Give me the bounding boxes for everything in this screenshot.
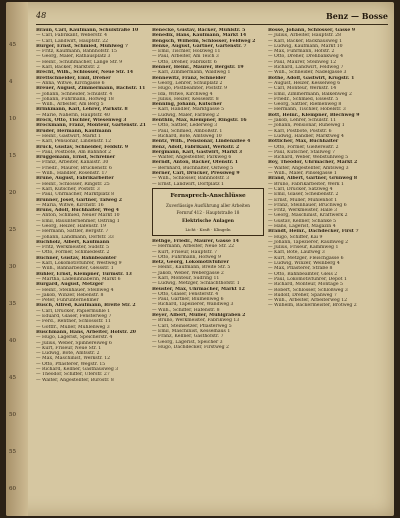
directory-entry: — Karl, Zimmermann, Waldweg 1 <box>152 70 231 76</box>
directory-entry: — Carl, Landwirt, Hauptstr. 22 <box>36 38 109 44</box>
directory-entry: Bothe, Adolf, Gastwirt, Krugstr. 1 <box>268 75 355 81</box>
directory-entry: Brunner, Josef, Gärtner, Talweg 2 <box>36 197 122 203</box>
gutter-number: 20 <box>9 190 16 196</box>
directory-entry: Bruns, Adolf, Buchhalter, Weg 4 <box>36 208 119 214</box>
directory-entry: — Paul, Lokomotivführer, Depot 1 <box>268 276 347 282</box>
directory-entry: Bethge, Friedr., Maurer, Gasse 14 <box>152 238 239 244</box>
directory-entry: — Robert, Schlosser, Schloßweg 3 <box>268 287 348 293</box>
directory-entry: — Theodor, Schiffer, Uferstr. 27 <box>36 372 110 378</box>
directory-entry: — Kurt, Metzger, Fleischgasse 6 <box>268 255 344 261</box>
directory-entry: Benedix, Hans, Kaufmann, Markt 14 <box>152 33 247 39</box>
directory-entry: Benke, August, Gärtner, Gartenstr. 7 <box>152 43 247 49</box>
directory-entry: — Karl, Bote, Laufweg 3 <box>268 250 325 256</box>
directory-entry: Bosse, Johann, Schlosser, Gasse 9 <box>268 28 356 33</box>
directory-entry: — Heinr., Schuhmacher, Lange Str. 9 <box>36 59 123 65</box>
directory-entry: Brune, August, Fabrikarbeiter <box>36 176 114 182</box>
gutter-number: 30 <box>9 264 16 270</box>
directory-page <box>6 2 394 516</box>
directory-entry: — Ferd., Rentner, Schlossstr. 11 <box>36 319 111 325</box>
directory-entry: Bentz, Wilh., Pensionär, Lindenallee 4 <box>152 139 251 145</box>
directory-entry: Beuster, Max, Uhrmacher, Markt 12 <box>152 286 245 292</box>
directory-entry: — Julius, Weber, Spinnereiweg 6 <box>36 340 112 346</box>
directory-entry: Buschmann, Hans, Arbeiter, Hofstr. 20 <box>36 329 136 335</box>
directory-entry: — Richard, Bote, Amtsweg 10 <box>152 133 222 139</box>
directory-entry: — Anna, Witwe, Kirchgasse 6 <box>36 80 105 86</box>
directory-entry: — Gottfr., Müller, Mühlenweg 3 <box>36 324 110 330</box>
ad-line: Fernruf 412 · Hauptstraße 18 <box>176 210 240 215</box>
directory-entry: Bötticher, Max, Buchhalter <box>268 139 339 145</box>
directory-entry: — Otto, Bahnbeamter, Gleis 2 <box>268 271 338 277</box>
gutter-number: 40 <box>9 338 16 344</box>
directory-entry: Benecke, Gustav, Bäcker, Mühlstr. 5 <box>152 28 246 33</box>
directory-entry: — Wilh., Arbeiter, Arbeiterweg 12 <box>268 298 348 304</box>
directory-entry: — Wilh., Schiffer, Hafenstr. 8 <box>152 307 220 313</box>
directory-entry: — Friedr., Schmied, Essestr. 5 <box>268 96 339 102</box>
directory-entry: — Johann, Fuhrmann, Hofweg 18 <box>36 96 114 102</box>
directory-entry: — Jakob, Lehrer, Schulstr. 11 <box>268 118 337 124</box>
directory-entry: — Ida, Witwe, Kirchweg 4 <box>152 91 213 97</box>
directory-entry: — Rudolf, Dreher, Spanweg 7 <box>268 292 337 298</box>
directory-entry: — Wilh., Maler, Pinselgasse 1 <box>268 171 337 177</box>
directory-entry: — Walter, Angestellter, Bürostr. 8 <box>36 377 114 383</box>
directory-entry: — Johann, Pensionär, Ruheweg 1 <box>268 123 345 129</box>
directory-entry: — Ludwig, Winzer, Weinberg 4 <box>268 261 340 267</box>
directory-entry: Burgard, August, Metzger <box>36 282 104 288</box>
directory-entry: — Hugo, Postbeamter, Poststr. 9 <box>152 86 228 92</box>
directory-entry: — Otto, Sattler, Lederweg 3 <box>152 123 218 129</box>
directory-entry: Brecht, Wilh., Schlosser, Neue Str. 14 <box>36 70 134 76</box>
directory-entry: Bennewitz, Franz, Schneider <box>152 75 226 81</box>
directory-entry: — Hugo, Lagerist, Speicherstr. 4 <box>36 335 113 341</box>
directory-entry: Brock, Otto, Tischler, Wiesenweg 3 <box>36 118 127 124</box>
directory-entry: — Johann, Landmann, Dorfstr. 33 <box>36 234 114 240</box>
directory-entry: — Richard, Monteur, Montage 5 <box>268 282 343 288</box>
directory-entry: — Carl, Drucker, Papiermühle 1 <box>36 308 111 314</box>
gutter-number: 45 <box>9 42 16 48</box>
directory-entry: Breuer, August, Zimmermann, Bachstr. 11 <box>36 86 146 92</box>
directory-entry: — Kurt, Friseur, Hauptstr. 7 <box>152 249 218 255</box>
directory-entry: — Anton, Schmied, Neuer Markt 10 <box>36 213 120 219</box>
directory-entry: — Maria, Witwe, Kirchstr. 16 <box>36 202 104 208</box>
directory-entry: — Heinr., Schlosser, Ringstr. 25 <box>36 181 110 187</box>
directory-entry: — Julius, Arbeiter, Hauptstr. 28 <box>268 33 341 39</box>
directory-entry: — Georg, Sattler, Riemenweg 8 <box>268 102 342 108</box>
directory-entry: — Paul, Schmied, Amboßstr. 1 <box>152 128 223 134</box>
directory-entry: — Otto, Former, Schmiedestr. 2 <box>36 250 110 256</box>
directory-entry: — Emil, Zimmermann, Balkenweg 2 <box>268 91 352 97</box>
directory-entry: — Marie, Näherin, Hauptstr. 40 <box>36 112 110 118</box>
directory-entry: — Karl, Pensionär, Lindenstr. 12 <box>36 139 112 145</box>
directory-entry: — Paul, Gärtner, Blumenweg 6 <box>152 297 224 303</box>
ad-line: Zuverlässige Ausführung aller Arbeiten <box>165 203 250 208</box>
directory-entry: — Emil, Glaser, Scheibenstr. 2 <box>268 192 339 198</box>
running-title: Benz — Bosse <box>326 11 388 21</box>
directory-entry: — Bernhard, Buchhalter, Ostweg 5 <box>152 165 234 171</box>
directory-entry: — Wilh., Bahnarbeiter, Gleisstr. 1 <box>36 266 114 272</box>
ad-line: Licht · Kraft · Klingeln <box>185 227 231 232</box>
directory-entry: — Carl, Drucker, Satzweg 4 <box>268 186 333 192</box>
directory-entry: Bengsch, Wilhelm, Schlosser, Feldweg 2 <box>152 38 256 44</box>
directory-entry: Benning, Johann, Kutscher <box>152 102 222 108</box>
directory-entry: Benthin, Max, Klempner, Ringstr. 16 <box>152 118 247 124</box>
directory-entry: — Karl, Bäcker, Marktstr. 2 <box>36 65 100 71</box>
directory-entry: — Emil, Bauunternehmer, Ostring 1 <box>36 218 120 224</box>
gutter-number: 60 <box>9 486 16 492</box>
directory-entry: — Hugo, Schiffer, Kai 9 <box>268 234 323 240</box>
gutter-number: 25 <box>9 227 16 233</box>
directory-entry: Berner, Carl, Drucker, Pressweg 9 <box>152 171 240 177</box>
binding-gutter <box>6 2 28 516</box>
directory-entry: Brinkmann, Karl, Lehrer, Parkstr. 8 <box>36 107 128 113</box>
directory-entry: — Richard, Weber, Webstuhlweg 5 <box>268 155 349 161</box>
directory-entry: Beyer, Albert, Müller, Mühlgraben 2 <box>152 313 246 319</box>
directory-entry: — Karl, Lokomotivführer, Westweg 9 <box>36 261 122 267</box>
directory-entry: — Franz, Kellner, Gasthofstr. 7 <box>152 334 224 340</box>
directory-entry: — Gustav, Kellner, Schänke 5 <box>268 218 337 224</box>
directory-entry: — Otto, Dreher, Fabrikstr. 6 <box>152 59 217 65</box>
directory-entry: Brand, Albert, Gärtner, Grünweg 8 <box>268 176 358 182</box>
directory-entry: — Hermann, Arbeiter, Neue Str. 22 <box>152 244 235 250</box>
directory-entry: Büchner, Gustav, Bahnbeamter <box>36 255 117 261</box>
directory-entry: — Hans, Lagerist, Magazin 4 <box>268 223 336 229</box>
directory-entry: — Julius, Friseur, Kammweg 1 <box>268 245 339 251</box>
directory-entry: — Wilh., Händler, Rosenstr. 17 <box>36 171 108 177</box>
directory-entry: — Friedr., Maurer, Brückenstr. 6 <box>36 165 112 171</box>
directory-entry: — Otto, Dreher, Drehbankweg 4 <box>268 54 344 60</box>
directory-entry: — Max, Maschinist, Werkstr. 12 <box>36 356 111 362</box>
directory-entry: — Walter, Angestellter, Parkweg 6 <box>152 155 232 161</box>
directory-entry: — Max, Pflasterer, Straße 8 <box>268 266 333 272</box>
header-rule <box>36 24 388 25</box>
directory-entry: — Julius, Heizer, Kesselstr. 8 <box>152 96 219 102</box>
directory-entry: Berndt, Anton, Bäcker, Ofenstr. 1 <box>152 160 239 166</box>
directory-entry: — Ludwig, Metzger, Schlachthofstr. 1 <box>152 281 240 287</box>
ad-title: Fernsprech-Anschlüsse <box>170 193 246 199</box>
directory-entry: — Fritz, Kaufmann, Bahnhofstr. 15 <box>36 49 117 55</box>
directory-entry: — Martha, Ladeninhaberin, Markt 6 <box>36 276 121 282</box>
directory-entry: Benner, Heinr., Maurer, Bergstr. 19 <box>152 65 244 71</box>
directory-entry: — Johann, Schneider, Schulstr. 4 <box>36 91 113 97</box>
column-right <box>268 28 388 309</box>
directory-entry: — Karl, Bäcker, Backhausweg 1 <box>268 38 343 44</box>
directory-entry: — Wilhelm, Bäckermeister, Brotweg 2 <box>268 303 357 309</box>
directory-entry: Buchholz, Albert, Kaufmann <box>36 239 110 245</box>
directory-entry: — Fritz, Werkmeister, Südstr. 5 <box>36 245 109 251</box>
directory-entry: — August, Heizer, Kesselweg 6 <box>268 80 341 86</box>
column-left <box>36 28 148 383</box>
directory-entry: — Ludwig, Maler, Farbweg 2 <box>152 112 220 118</box>
directory-entry: — Ludwig, Bote, Amtsstr. 2 <box>36 351 100 357</box>
directory-entry: Braun, Carl, Kaufmann, Schulstraße 10 <box>36 28 139 33</box>
directory-entry: — Karl, Monteur, Südring 11 <box>152 275 220 281</box>
directory-entry: — Otto, Glaser, Fensterstr. 4 <box>152 291 219 297</box>
directory-entry: Betz, Georg, Lokomotivführer <box>152 260 229 266</box>
directory-entry: — Hermann, Sattler, Bergstr. 7 <box>36 229 109 235</box>
directory-entry: — Bruno, Fabrikarbeiter, Werk 1 <box>268 181 344 187</box>
directory-entry: — Ludwig, Händler, Marktweg 4 <box>268 133 344 139</box>
directory-entry: — Paul, Arbeiter, Am Teich 3 <box>152 54 219 60</box>
directory-entry: — Paul, Kutscher, Stallweg 7 <box>268 149 336 155</box>
directory-entry: — Hugo, Dachdecker, Firstweg 2 <box>152 344 229 350</box>
directory-entry: Brandt, Heinr., Dachdecker, First 7 <box>268 229 359 235</box>
gutter-number: 10 <box>9 116 16 122</box>
directory-entry: Brettschneider, Emil, Dreher <box>36 75 111 81</box>
directory-entry: Brockmann, Franz, Monteur, Gartenstr. 21 <box>36 123 146 129</box>
directory-entry: — Richard, Landwirt, Feldweg 7 <box>268 65 344 71</box>
directory-entry: — Jakob, Winzer, Rebenstr. 8 <box>36 292 104 298</box>
directory-entry: — Franz, Steinhauer, Bruchweg 6 <box>268 202 347 208</box>
directory-entry: Bühler, Ernst, Klempner, Turmstr. 13 <box>36 271 132 277</box>
gutter-number: 45 <box>9 375 16 381</box>
directory-entry: — Richard, Kellner, Gasthausweg 3 <box>36 367 119 372</box>
directory-entry: — Kurt, Friseur, Neue Str. 1 <box>36 345 102 351</box>
page-number: 48 <box>36 11 47 20</box>
directory-entry: — Georg, Maschinist, Kraftwerk 2 <box>268 213 348 219</box>
directory-entry: Busch, Alfred, Kaufmann, Breite Str. 2 <box>36 303 136 309</box>
directory-entry: — Carl, Fabrikant, Weberstr. 4 <box>36 33 108 39</box>
gutter-number: 4 <box>9 79 13 85</box>
directory-entry: — Fritz, Werkmeister, Halle 3 <box>268 208 337 214</box>
directory-entry: — Georg, Maler, Rathausplatz 3 <box>36 54 111 60</box>
directory-entry: Bruder, Hermann, Kaufmann <box>36 128 112 134</box>
directory-entry: — Ernst, Landwirt, Dorfplatz 1 <box>152 181 224 187</box>
directory-entry: — Emil, Maschinist, Kesselhaus 1 <box>152 328 231 334</box>
directory-entry: — Johann, Tapezierer, Raumweg 2 <box>268 239 349 245</box>
directory-entry: Bergmann, Karl, Gastwirt, Markt 3 <box>152 149 243 155</box>
directory-entry: — Wilh., Arbeiter, Am Berg 5 <box>36 102 104 108</box>
directory-entry: — Heinr., Gastwirt, Markt 1 <box>36 133 101 139</box>
gutter-number: 15 <box>9 153 16 159</box>
directory-entry: — Jakob, Weber, Webergasse 2 <box>152 270 224 276</box>
directory-entry: — Peter, Fuhrunternehmer <box>36 298 99 304</box>
gutter-number: 55 <box>9 449 16 455</box>
directory-entry: — Max, Fuhrmann, Hofstr. 2 <box>268 49 335 55</box>
directory-entry: Brüggemann, Ernst, Schreiner <box>36 155 116 161</box>
directory-entry: — Georg, Lagerist, Speicher 3 <box>152 339 223 345</box>
directory-entry: Benz, Adolf, Fabrikant, Werkstr. 2 <box>152 144 240 150</box>
directory-entry: — Georg, Lehrer, Schulplatz 2 <box>152 80 223 86</box>
directory-entry: — Richard, Tapezierer, Wandweg 3 <box>152 302 234 308</box>
directory-entry: — Bruno, Werkmeister, Fabrikweg 13 <box>152 318 240 324</box>
directory-entry: — Eduard, Glaser, Fensterweg 7 <box>36 314 112 320</box>
directory-entry: Brück, Gustav, Schneider, Feldstr. 9 <box>36 144 129 150</box>
directory-entry: Bürger, Ernst, Schmied, Mühlweg 7 <box>36 43 129 49</box>
directory-entry: Boy, Theodor, Uhrmacher, Markt 2 <box>268 160 358 166</box>
directory-entry: — Wilh., Schlosser, Bahnhofstr. 3 <box>152 176 230 182</box>
directory-entry: — Wilh., Schneider, Nadelgasse 3 <box>268 70 347 76</box>
directory-entry: — Franz, Arbeiter, Kanalstr. 30 <box>36 160 109 166</box>
directory-entry: — Ernst, Müller, Mühlenhof 1 <box>268 197 338 203</box>
directory-entry: — Heinr., Steinhauer, Steinweg 4 <box>36 287 114 293</box>
directory-entry: — Georg, Heizer, Hafenstr. 19 <box>36 223 106 229</box>
directory-entry: — Ludwig, Kaufmann, Markt 10 <box>268 43 343 49</box>
directory-entry: — Otto, Former, Gießereistr. 2 <box>268 144 339 150</box>
directory-entry: — Carl, Steinsetzer, Pflasterweg 5 <box>152 323 232 329</box>
directory-entry: — Heinr., Kaufmann, Breite Str. 5 <box>152 265 231 271</box>
directory-entry: Bott, Heinr., Klempner, Blechweg 9 <box>268 112 360 118</box>
gutter-number: 35 <box>9 301 16 307</box>
directory-entry: — Otto, Pflasterer, Wegstr. 15 <box>36 361 106 367</box>
gutter-number: 50 <box>9 412 16 418</box>
directory-entry: — Walter, Angestellter, Amtsweg 3 <box>268 165 349 171</box>
directory-entry: — Karl, Postbote, Poststr. 6 <box>268 128 332 134</box>
directory-entry: — Carl, Monteur, Werkstr. 14 <box>268 86 337 92</box>
directory-entry: — Otto, Fuhrmann, Hofweg 9 <box>152 254 221 260</box>
directory-entry: — Paul, Uhrmacher, Marktplatz 8 <box>36 192 115 198</box>
directory-entry: — Emil, Tischler, Holzweg 11 <box>152 49 221 55</box>
ad-line: Elektrische Anlagen <box>182 219 234 224</box>
directory-entry: — Hermann, Tischler, Hobelstr. 3 <box>268 107 346 113</box>
directory-entry: — Paul, Maurer, Steinweg 12 <box>268 59 336 65</box>
directory-entry: — Paul, Postbote, Am Bahnhof 2 <box>36 149 112 155</box>
directory-entry: — Karl, Kutscher, Poststr. 3 <box>36 186 100 192</box>
directory-entry: — Karl, Händler, Marktgasse 5 <box>152 107 225 113</box>
advertisement-box <box>152 188 264 236</box>
page-header <box>36 11 388 23</box>
